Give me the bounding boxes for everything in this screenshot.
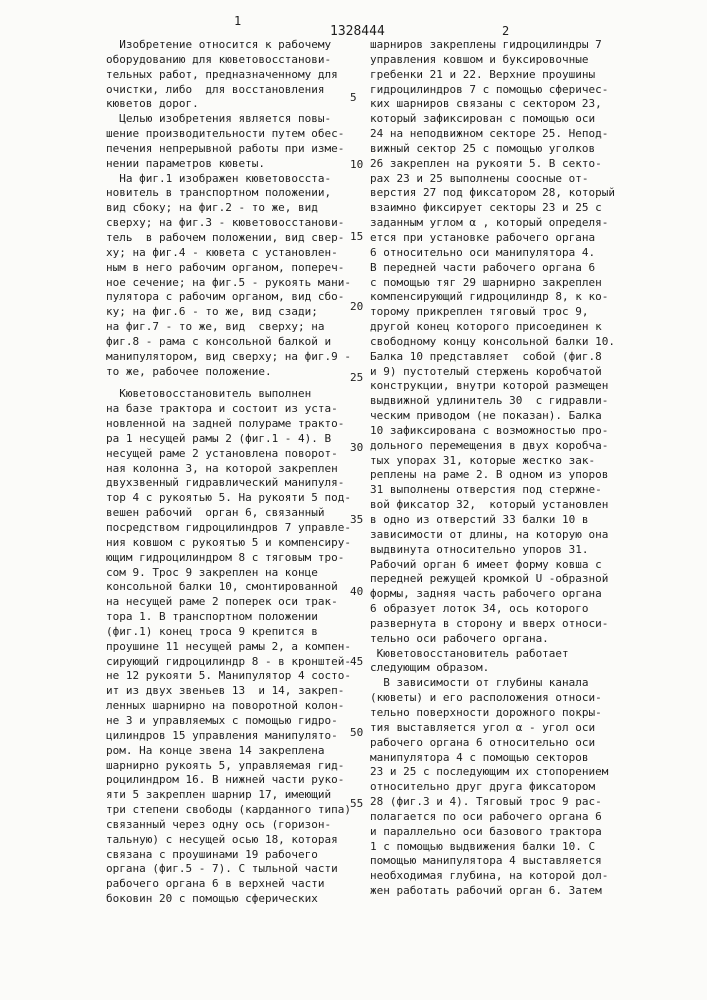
text-line: формы, задняя часть рабочего органа bbox=[370, 587, 650, 602]
text-line: ких шарниров связаны с сектором 23, bbox=[370, 97, 650, 112]
text-line: вид сбоку; на фиг.2 - то же, вид bbox=[106, 201, 354, 216]
text-line: на базе трактора и состоит из уста- bbox=[106, 402, 354, 417]
margin-line-number: 20 bbox=[350, 300, 363, 313]
text-line: двухзвенный гидравлический манипуля- bbox=[106, 476, 354, 491]
text-line: рабочего органа 6 в верхней части bbox=[106, 877, 354, 892]
text-line: другой конец которого присоединен к bbox=[370, 320, 650, 335]
text-line: Изобретение относится к рабочему bbox=[106, 38, 354, 53]
text-line: шарнирно рукоять 5, управляемая гид- bbox=[106, 759, 354, 774]
text-line: и параллельно оси базового трактора bbox=[370, 825, 650, 840]
text-line: ющим гидроцилиндром 8 с тяговым тро- bbox=[106, 551, 354, 566]
margin-line-number: 5 bbox=[350, 91, 357, 104]
text-line: не 12 рукояти 5. Манипулятор 4 состо- bbox=[106, 669, 354, 684]
text-line: с помощью тяг 29 шарнирно закреплен bbox=[370, 276, 650, 291]
text-line: гребенки 21 и 22. Верхние проушины bbox=[370, 68, 650, 83]
text-line: сирующий гидроцилиндр 8 - в кронштей- bbox=[106, 655, 354, 670]
text-line: реплены на раме 2. В одном из упоров bbox=[370, 468, 650, 483]
text-line: тых упорах 31, которые жестко зак- bbox=[370, 454, 650, 469]
text-line: рабочего органа 6 относительно оси bbox=[370, 736, 650, 751]
text-line: три степени свободы (карданного типа) bbox=[106, 803, 354, 818]
text-line: Рабочий орган 6 имеет форму ковша с bbox=[370, 558, 650, 573]
text-line: 24 на неподвижном секторе 25. Непод- bbox=[370, 127, 650, 142]
page-number-right: 2 bbox=[502, 24, 509, 38]
text-line: который зафиксирован с помощью оси bbox=[370, 112, 650, 127]
text-line: в одно из отверстий 33 балки 10 в bbox=[370, 513, 650, 528]
text-line: тельно оси рабочего органа. bbox=[370, 632, 650, 647]
text-line: рах 23 и 25 выполнены соосные от- bbox=[370, 172, 650, 187]
text-line: консольной балки 10, смонтированной bbox=[106, 580, 354, 595]
text-line: 1 с помощью выдвижения балки 10. С bbox=[370, 840, 650, 855]
text-line: торому прикреплен тяговый трос 9, bbox=[370, 305, 650, 320]
text-line: манипулятора 4 с помощью секторов bbox=[370, 751, 650, 766]
text-line: на несущей раме 2 поперек оси трак- bbox=[106, 595, 354, 610]
text-line: связана с проушинами 19 рабочего bbox=[106, 848, 354, 863]
text-line: тельных работ, предназначенному для bbox=[106, 68, 354, 83]
text-line: гидроцилиндров 7 с помощью сферичес- bbox=[370, 83, 650, 98]
text-line: взаимно фиксирует секторы 23 и 25 с bbox=[370, 201, 650, 216]
text-line: Балка 10 представляет собой (фиг.8 bbox=[370, 350, 650, 365]
text-line: конструкции, внутри которой размещен bbox=[370, 379, 650, 394]
text-line: жен работать рабочий орган 6. Затем bbox=[370, 884, 650, 899]
text-line: очистки, либо для восстановления bbox=[106, 83, 354, 98]
text-line: вешен рабочий орган 6, связанный bbox=[106, 506, 354, 521]
text-line: шение производительности путем обес- bbox=[106, 127, 354, 142]
text-line: ческим приводом (не показан). Балка bbox=[370, 409, 650, 424]
text-line: тель в рабочем положении, вид свер- bbox=[106, 231, 354, 246]
text-line: заданным углом α , который определя- bbox=[370, 216, 650, 231]
text-line: 10 зафиксирована с возможностью про- bbox=[370, 424, 650, 439]
left-text-column bbox=[106, 38, 354, 907]
text-line: компенсирующий гидроцилиндр 8, к ко- bbox=[370, 290, 650, 305]
text-line: (фиг.1) конец троса 9 крепится в bbox=[106, 625, 354, 640]
text-line: тельно поверхности дорожного покры- bbox=[370, 706, 650, 721]
page-number-left: 1 bbox=[234, 14, 241, 28]
text-line: ром. На конце звена 14 закреплена bbox=[106, 744, 354, 759]
text-line: печения непрерывной работы при изме- bbox=[106, 142, 354, 157]
margin-line-number: 15 bbox=[350, 230, 363, 243]
text-line: шарниров закреплены гидроцилиндры 7 bbox=[370, 38, 650, 53]
text-line: проушине 11 несущей рамы 2, а компен- bbox=[106, 640, 354, 655]
text-line: 28 (фиг.3 и 4). Тяговый трос 9 рас- bbox=[370, 795, 650, 810]
text-line: новитель в транспортном положении, bbox=[106, 186, 354, 201]
margin-line-number: 50 bbox=[350, 726, 363, 739]
text-line: ным в него рабочим органом, попереч- bbox=[106, 261, 354, 276]
text-line: кюветов дорог. bbox=[106, 97, 354, 112]
text-line: верстия 27 под фиксатором 28, который bbox=[370, 186, 650, 201]
text-line: тор 4 с рукоятью 5. На рукояти 5 под- bbox=[106, 491, 354, 506]
text-line: пулятора с рабочим органом, вид сбо- bbox=[106, 290, 354, 305]
text-line: связанный через одну ось (горизон- bbox=[106, 818, 354, 833]
text-line: относительно друг друга фиксатором bbox=[370, 780, 650, 795]
text-line: не 3 и управляемых с помощью гидро- bbox=[106, 714, 354, 729]
text-line: Кюветовосстановитель выполнен bbox=[106, 387, 354, 402]
text-line: 23 и 25 с последующим их стопорением bbox=[370, 765, 650, 780]
text-line: ку; на фиг.6 - то же, вид сзади; bbox=[106, 305, 354, 320]
text-line: ленных шарнирно на поворотной колон- bbox=[106, 699, 354, 714]
text-line: необходимая глубина, на которой дол- bbox=[370, 869, 650, 884]
text-line: посредством гидроцилиндров 7 управле- bbox=[106, 521, 354, 536]
text-line: свободному концу консольной балки 10. bbox=[370, 335, 650, 350]
margin-line-number: 30 bbox=[350, 441, 363, 454]
margin-line-number: 40 bbox=[350, 585, 363, 598]
margin-line-number: 10 bbox=[350, 158, 363, 171]
margin-line-number: 25 bbox=[350, 371, 363, 384]
text-line: ра 1 несущей рамы 2 (фиг.1 - 4). В bbox=[106, 432, 354, 447]
text-line: фиг.8 - рама с консольной балкой и bbox=[106, 335, 354, 350]
text-line: цилиндров 15 управления манипулято- bbox=[106, 729, 354, 744]
text-line: ит из двух звеньев 13 и 14, закреп- bbox=[106, 684, 354, 699]
text-line: В передней части рабочего органа 6 bbox=[370, 261, 650, 276]
text-line: следующим образом. bbox=[370, 661, 650, 676]
text-line: Целью изобретения является повы- bbox=[106, 112, 354, 127]
text-line: органа (фиг.5 - 7). С тыльной части bbox=[106, 862, 354, 877]
text-line: тальную) с несущей осью 18, которая bbox=[106, 833, 354, 848]
text-line: вижный сектор 25 с помощью уголков bbox=[370, 142, 650, 157]
text-line: новленной на задней полураме тракто- bbox=[106, 417, 354, 432]
text-line: В зависимости от глубины канала bbox=[370, 676, 650, 691]
text-line: ется при установке рабочего органа bbox=[370, 231, 650, 246]
margin-line-number: 45 bbox=[350, 655, 363, 668]
text-line: манипулятором, вид сверху; на фиг.9 - bbox=[106, 350, 354, 365]
margin-line-number: 55 bbox=[350, 797, 363, 810]
text-line: сом 9. Трос 9 закреплен на конце bbox=[106, 566, 354, 581]
text-line: тора 1. В транспортном положении bbox=[106, 610, 354, 625]
margin-line-number: 35 bbox=[350, 513, 363, 526]
text-line: 6 образует лоток 34, ось которого bbox=[370, 602, 650, 617]
text-line: (кюветы) и его расположения относи- bbox=[370, 691, 650, 706]
text-line: несущей раме 2 установлена поворот- bbox=[106, 447, 354, 462]
text-line: ная колонна 3, на которой закреплен bbox=[106, 462, 354, 477]
text-line: полагается по оси рабочего органа 6 bbox=[370, 810, 650, 825]
text-line: выдвинута относительно упоров 31. bbox=[370, 543, 650, 558]
text-line: 26 закреплен на рукояти 5. В секто- bbox=[370, 157, 650, 172]
text-line: развернута в сторону и вверх относи- bbox=[370, 617, 650, 632]
text-line: вой фиксатор 32, который установлен bbox=[370, 498, 650, 513]
patent-number: 1328444 bbox=[330, 24, 385, 39]
text-line: зависимости от длины, на которую она bbox=[370, 528, 650, 543]
right-text-column bbox=[370, 38, 650, 899]
text-line: ния ковшом с рукоятью 5 и компенсиру- bbox=[106, 536, 354, 551]
text-line: На фиг.1 изображен кюветовосста- bbox=[106, 172, 354, 187]
text-line: роцилиндром 16. В нижней части руко- bbox=[106, 773, 354, 788]
text-line: яти 5 закреплен шарнир 17, имеющий bbox=[106, 788, 354, 803]
text-line: помощью манипулятора 4 выставляется bbox=[370, 854, 650, 869]
text-line: на фиг.7 - то же, вид сверху; на bbox=[106, 320, 354, 335]
text-line: выдвижной удлинитель 30 с гидравли- bbox=[370, 394, 650, 409]
text-line: тия выставляется угол α - угол оси bbox=[370, 721, 650, 736]
text-line: 6 относительно оси манипулятора 4. bbox=[370, 246, 650, 261]
text-line: оборудованию для кюветовосстанови- bbox=[106, 53, 354, 68]
text-line: то же, рабочее положение. bbox=[106, 365, 354, 380]
text-line: Кюветовосстановитель работает bbox=[370, 647, 650, 662]
text-line: ное сечение; на фиг.5 - рукоять мани- bbox=[106, 276, 354, 291]
text-line: передней режущей кромкой U -образной bbox=[370, 572, 650, 587]
text-line: дольного перемещения в двух коробча- bbox=[370, 439, 650, 454]
text-line: ху; на фиг.4 - кювета с установлен- bbox=[106, 246, 354, 261]
text-line: и 9) пустотелый стержень коробчатой bbox=[370, 365, 650, 380]
text-line: нении параметров кюветы. bbox=[106, 157, 354, 172]
text-line: управления ковшом и буксировочные bbox=[370, 53, 650, 68]
text-line: боковин 20 с помощью сферических bbox=[106, 892, 354, 907]
text-line: сверху; на фиг.3 - кюветовосстанови- bbox=[106, 216, 354, 231]
text-line: 31 выполнены отверстия под стержне- bbox=[370, 483, 650, 498]
